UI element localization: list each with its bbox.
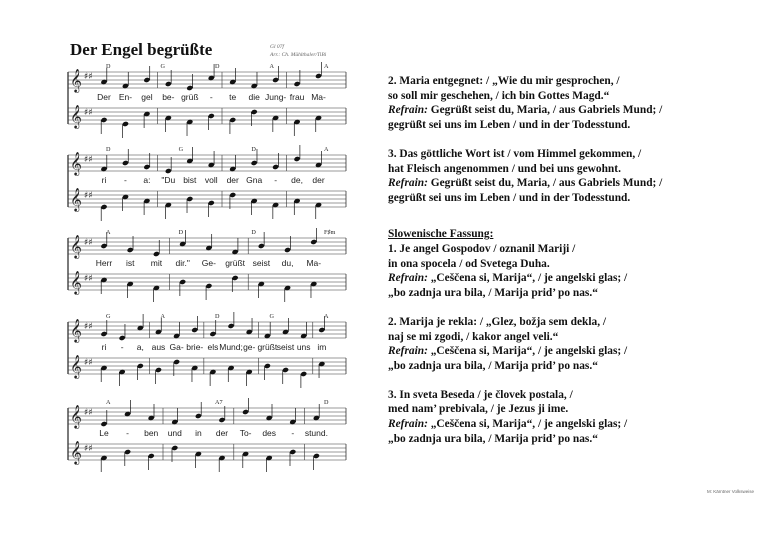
verse-line: 2. Maria entgegnet: / „Wie du mir gesprochen, / — [388, 75, 620, 87]
treble-clef-icon: 𝄞 — [70, 187, 82, 211]
treble-clef-icon: 𝄞 — [70, 234, 82, 258]
lyric-syllable: En- — [118, 92, 133, 102]
key-signature-icon: ♯♯ — [84, 358, 93, 368]
treble-clef-icon: 𝄞 — [70, 68, 82, 92]
treble-clef-icon: 𝄞 — [70, 104, 82, 128]
lyric-syllable: Jung- — [265, 92, 287, 102]
lyric-syllable: und — [167, 428, 182, 438]
chord-symbol: G — [178, 146, 184, 153]
lyric-syllable: Der — [97, 92, 111, 102]
sheet-music — [60, 60, 350, 530]
verse-line: naj se mi zgodi, / kakor angel veli.“ — [388, 330, 559, 343]
lyric-syllable: voll — [204, 175, 218, 185]
refrain-text: Gegrüßt seist du, Maria, / aus Gabriels Mund; / — [427, 177, 663, 190]
chord-symbol: A — [324, 313, 329, 320]
lyric-syllable: ge- — [243, 342, 256, 352]
lyric-syllable: Mund; — [219, 342, 243, 352]
verse-line: 2. Marija je rekla: / „Glez, božja sem dekla, / — [388, 315, 607, 328]
chord-symbol: D — [324, 399, 329, 406]
lyric-syllable: Ge- — [201, 258, 216, 268]
lyric-syllable: "Du — [161, 175, 176, 185]
lyric-syllable: stund. — [304, 428, 328, 438]
key-signature-icon: ♯♯ — [84, 322, 93, 332]
hymnal-reference: Gl 07f — [270, 44, 284, 50]
refrain-text: „Ceščena si, Marija“, / je angelski glas; / — [427, 418, 628, 431]
lyric-syllable: der — [215, 428, 229, 438]
lyric-syllable: Gna — [246, 175, 263, 185]
chord-symbol: D — [251, 229, 256, 236]
chord-symbol: D — [251, 146, 256, 153]
verse-line: 3. Das göttliche Wort ist / vom Himmel gekommen, / — [388, 147, 642, 160]
lyric-syllable: der — [312, 175, 325, 185]
refrain-line: „bo zadnja ura bila, / Marija prid’ po nas.“ — [388, 432, 598, 445]
verse-line: so soll mir geschehen, / ich bin Gottes Magd.“ — [388, 89, 610, 102]
refrain-line: „bo zadnja ura bila, / Marija prid’ po nas.“ — [388, 359, 598, 372]
lyric-syllable: bist — [183, 175, 197, 185]
verse-line: med nam’ prebivala, / je Jezus ji ime. — [388, 403, 569, 416]
chord-symbol: A — [106, 399, 111, 406]
refrain-line — [388, 176, 758, 191]
arranger-credit: Arr.: Ch. Mühlthaler/TiBi — [270, 52, 327, 58]
chord-symbol: A — [324, 146, 329, 153]
lyric-syllable: ist — [125, 258, 135, 268]
lyric-syllable: be- — [162, 92, 175, 102]
refrain-text: Gegrüßt seist du, Maria, / aus Gabriels Mund; / — [427, 104, 663, 117]
lyric-syllable: - — [124, 175, 127, 185]
refrain-line — [388, 344, 758, 359]
refrain-line — [388, 103, 758, 118]
key-signature-icon: ♯♯ — [84, 155, 93, 165]
refrain-label: Refrain: — [388, 345, 428, 358]
treble-clef-icon: 𝄞 — [70, 354, 82, 378]
lyric-syllable: a, — [136, 342, 144, 352]
chord-symbol: A — [160, 313, 165, 320]
lyric-syllable: grüßt — [225, 258, 246, 268]
key-signature-icon: ♯♯ — [84, 274, 93, 284]
lyric-syllable: aus — [151, 342, 166, 352]
lyric-syllable: - — [274, 175, 278, 185]
lyric-syllable: in — [195, 428, 202, 438]
refrain-label: Refrain: — [388, 272, 428, 285]
german-verse-2 — [388, 74, 758, 132]
lyric-syllable: seist — [276, 342, 295, 352]
lyric-syllable: seist — [252, 258, 271, 268]
slovene-verse-2 — [388, 315, 758, 373]
lyric-syllable: uns — [296, 342, 311, 352]
key-signature-icon: ♯♯ — [84, 238, 93, 248]
lyric-syllable: frau — [289, 92, 305, 102]
chord-symbol: F♯m — [324, 229, 336, 236]
lyric-syllable: a: — [143, 175, 151, 185]
lyric-syllable: ri — [101, 175, 107, 185]
key-signature-icon: ♯♯ — [84, 108, 93, 118]
refrain-label: Refrain: — [388, 104, 428, 117]
footer-credit: M: Kärntner Volksweise — [706, 489, 754, 494]
lyric-syllable: de, — [291, 175, 304, 185]
lyrics-text — [388, 74, 758, 461]
lyric-syllable: Ga- — [169, 342, 184, 352]
chord-symbol: D — [215, 63, 220, 70]
lyric-syllable: brie- — [186, 342, 204, 352]
lyric-syllable: des — [262, 428, 277, 438]
chord-symbol: G — [269, 313, 274, 320]
chord-symbol: D — [106, 63, 111, 70]
lyric-syllable: du, — [281, 258, 294, 268]
song-title: Der Engel begrüßte — [70, 40, 213, 59]
chord-symbol: D — [178, 229, 184, 236]
lyric-syllable: Ma- — [311, 92, 326, 102]
refrain-text: „Ceščena si, Marija“, / je angelski glas; / — [427, 272, 628, 285]
key-signature-icon: ♯♯ — [84, 191, 93, 201]
lyric-syllable: te — [229, 92, 237, 102]
lyric-syllable: Le — [99, 428, 109, 438]
lyric-syllable: der — [226, 175, 239, 185]
lyric-syllable: Herr — [95, 258, 113, 268]
slovene-heading: Slowenische Fassung: — [388, 228, 494, 241]
chord-symbol: A — [269, 63, 274, 70]
chord-symbol: A — [106, 229, 111, 236]
lyric-syllable: im — [317, 342, 327, 352]
chord-symbol: A — [324, 63, 329, 70]
key-signature-icon: ♯♯ — [84, 72, 93, 82]
german-verse-3 — [388, 147, 758, 205]
lyric-syllable: grüß — [181, 92, 199, 102]
refrain-line — [388, 271, 758, 286]
treble-clef-icon: 𝄞 — [70, 318, 82, 342]
chord-symbol: G — [106, 313, 111, 320]
treble-clef-icon: 𝄞 — [70, 151, 82, 175]
refrain-line — [388, 417, 758, 432]
lyric-syllable: grüßt — [257, 342, 278, 352]
treble-clef-icon: 𝄞 — [70, 404, 82, 428]
verse-line: 1. Je angel Gospodov / oznanil Mariji / — [388, 242, 576, 255]
slovene-verse-1 — [388, 242, 758, 300]
verse-line: in ona spocela / od Svetega Duha. — [388, 257, 550, 270]
chord-symbol: G — [160, 63, 165, 70]
chord-symbol: D — [106, 146, 111, 153]
lyric-syllable: - — [120, 342, 124, 352]
verse-line: 3. In sveta Beseda / je človek postala, / — [388, 388, 573, 401]
key-signature-icon: ♯♯ — [84, 408, 93, 418]
lyric-syllable: die — [248, 92, 260, 102]
lyric-syllable: dir." — [175, 258, 190, 268]
lyric-syllable: - — [126, 428, 130, 438]
refrain-line: „bo zadnja ura bila, / Marija prid’ po nas.“ — [388, 286, 598, 299]
lyric-syllable: Ma- — [306, 258, 322, 268]
refrain-line: gegrüßt sei uns im Leben / und in der Todesstund. — [388, 191, 631, 204]
sheet-music-svg — [60, 60, 350, 530]
lyric-syllable: ben — [144, 428, 159, 438]
slovene-verse-3 — [388, 388, 758, 446]
key-signature-icon: ♯♯ — [84, 444, 93, 454]
lyric-syllable: ri — [101, 342, 107, 352]
lyric-syllable: els — [207, 342, 219, 352]
lyric-syllable: mit — [150, 258, 163, 268]
treble-clef-icon: 𝄞 — [70, 440, 82, 464]
treble-clef-icon: 𝄞 — [70, 270, 82, 294]
chord-symbol: A7 — [215, 399, 223, 406]
lyric-syllable: gel — [141, 92, 153, 102]
refrain-label: Refrain: — [388, 418, 428, 431]
refrain-line: gegrüßt sei uns im Leben / und in der Todesstund. — [388, 118, 631, 131]
chord-symbol: D — [215, 313, 220, 320]
lyric-syllable: To- — [239, 428, 252, 438]
lyric-syllable: - — [291, 428, 295, 438]
lyric-syllable: - — [209, 92, 213, 102]
verse-line: hat Fleisch angenommen / und bei uns gewohnt. — [388, 162, 621, 175]
refrain-label: Refrain: — [388, 177, 428, 190]
refrain-text: „Ceščena si, Marija“, / je angelski glas; / — [427, 345, 628, 358]
